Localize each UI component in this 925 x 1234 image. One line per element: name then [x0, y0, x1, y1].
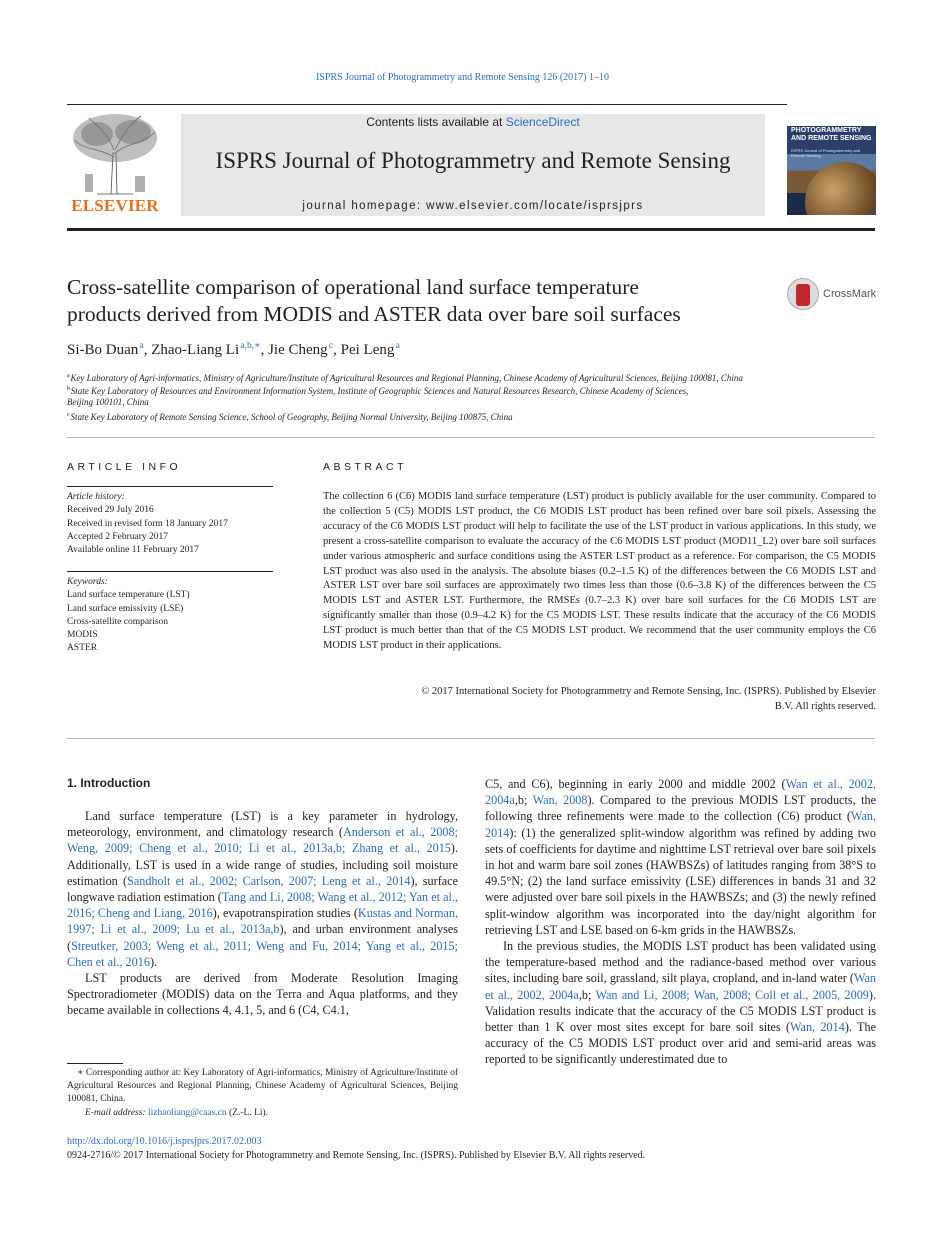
- copyright-line: © 2017 International Society for Photogrammetry and Remote Sensing, Inc. (ISPRS). Published by Elsevier: [421, 686, 876, 697]
- paragraph-text: ), evapotranspiration studies (: [212, 906, 358, 921]
- author-name: Jie Cheng: [268, 342, 328, 358]
- author-separator: ,: [260, 342, 269, 358]
- crossmark-badge[interactable]: [787, 278, 882, 312]
- footnote-rule: [67, 1063, 123, 1064]
- section-heading: 1. Introduction: [67, 776, 151, 790]
- cover-title: PHOTOGRAMMETRY AND REMOTE SENSING: [791, 127, 872, 142]
- affiliation-text: Key Laboratory of Agri-informatics, Ministry of Agriculture/Institute of Agricultural Resources and Regional Planning, Chinese Academy of Agricultural Sciences, Beijing 100081, China: [70, 373, 743, 383]
- paragraph-text: ): (1) the generalized split-window algorithm was refined by adding two sets of coefficients for daytime and nighttime LST retrieval over bare soil pixels in hot and warm bare soil zones (HAWBSZs) of latitudes ranging from 38°S to 49.5°N; (2) the land surface emissivity (LSE) differences in bands 31 and 32 were adjusted over bare soil pixels in the HAWBSZs; and (3) the newly refined split-window algorithm was incorporated into the day/night algorithm for retrieving LST and LSE based on 6-km grids in the HAWBSZs.: [485, 825, 876, 937]
- keyword: MODIS: [67, 630, 98, 641]
- divider: [67, 571, 273, 572]
- citation-link[interactable]: Kustas and Norman, 1997; Li et al., 2009; Lu et al., 2013a,b: [67, 906, 458, 937]
- right-column: [485, 776, 876, 1068]
- contents-prefix: Contents lists available at: [366, 115, 506, 129]
- citation-link[interactable]: Streutker, 2003; Weng et al., 2011; Weng and Fu, 2014; Yang et al., 2015; Chen et al., 2016: [67, 938, 458, 969]
- keyword: Land surface emissivity (LSE): [67, 603, 184, 614]
- keyword: ASTER: [67, 643, 98, 654]
- email-link[interactable]: lizhaoliang@caas.cn: [147, 1107, 227, 1118]
- email-label: E-mail address:: [85, 1107, 148, 1118]
- citation-link[interactable]: Tang and Li, 2008; Wang et al., 2012; Yan et al., 2016; Cheng and Liang, 2016: [67, 890, 459, 921]
- paragraph-text: ,b;: [514, 793, 533, 808]
- affiliation: [67, 409, 887, 424]
- paragraph: [485, 938, 876, 1068]
- paragraph-text: ), and urban environment analyses (: [67, 922, 458, 953]
- divider: [67, 486, 273, 487]
- cover-globe-icon: [805, 162, 876, 215]
- email-note: [67, 1107, 458, 1120]
- author-affiliation-mark[interactable]: a: [395, 341, 400, 351]
- paragraph-text: C5, and C6), beginning in early 2000 and middle 2002 (: [485, 777, 786, 791]
- history-label: Article history:: [67, 492, 125, 502]
- citation-link[interactable]: Anderson et al., 2008; Weng, 2009; Cheng et al., 2010; Li et al., 2013a,b; Zhang et al., 2015: [67, 825, 458, 856]
- header-top-rule: [67, 104, 875, 105]
- keywords-label: Keywords:: [67, 577, 108, 587]
- keyword: Cross-satellite comparison: [67, 616, 169, 627]
- keywords: [67, 576, 277, 656]
- paragraph-text: ). Validation results indicate that the accuracy of the C5 MODIS LST product is better than 1 K over most sites except for bare soil sites (: [485, 987, 877, 1035]
- citation-link[interactable]: Wan and Li, 2008; Wan, 2008; Coll et al., 2005, 2009: [595, 987, 869, 1002]
- keyword: Land surface temperature (LST): [67, 590, 190, 601]
- article-history: [67, 491, 277, 557]
- contents-line: [181, 115, 765, 129]
- divider: [67, 738, 875, 739]
- header-bottom-rule: [67, 228, 875, 231]
- citation-link[interactable]: Wan, 2014: [485, 809, 876, 840]
- divider: [67, 437, 875, 438]
- citation-link[interactable]: Sandholt et al., 2002; Carlson, 2007; Leng et al., 2014: [127, 873, 411, 888]
- affiliation-text: State Key Laboratory of Remote Sensing Science, School of Geography, Beijing Normal University, Beijing 100875, China: [70, 412, 513, 422]
- doi-link[interactable]: http://dx.doi.org/10.1016/j.isprsjprs.2017.02.003: [67, 1136, 262, 1147]
- crossmark-icon: [787, 278, 819, 310]
- crossmark-label: CrossMark: [823, 288, 877, 300]
- email-suffix: (Z.-L. Li).: [226, 1107, 269, 1118]
- abstract-copyright: [323, 685, 876, 715]
- author-affiliation-mark[interactable]: c: [328, 341, 334, 351]
- paragraph-text: ).: [149, 954, 158, 969]
- footnote: [67, 1067, 458, 1120]
- author-affiliation-mark[interactable]: a: [139, 341, 144, 351]
- citation-link[interactable]: Wan, 2008: [532, 793, 588, 808]
- author-name: Zhao-Liang Li: [151, 342, 240, 358]
- history-item: Available online 11 February 2017: [67, 545, 199, 556]
- issn-line: 0924-2716/© 2017 International Society for Photogrammetry and Remote Sensing, Inc. (ISPRS). Published by Elsevier B.V. All rights reserved.: [67, 1150, 646, 1161]
- paragraph: [485, 776, 876, 938]
- paragraph: [67, 808, 458, 970]
- paragraph-text: ). Additionally, LST is used in a wide range of studies, including soil moisture estimation (: [67, 841, 458, 888]
- abstract-text: The collection 6 (C6) MODIS land surface temperature (LST) product is publicly available for the user community. Compared to the collection 5 (C5) MODIS LST product, the C6 MODIS LST product has been refined over bare soil pixels. Assessing the accuracy of the C6 MODIS LST product will help to facilitate the use of the LST product in various applications. In this study, we present a cross-satellite comparison to evaluate the accuracy of the C6 MODIS LST product (MOD11_L2) over bare soil surfaces under various atmospheric and surface conditions using the ASTER LST product as a reference. For comparison, the C5 MODIS LST product was also used in the analysis. The absolute biases (0.2–1.5 K) of the differences between the C6 MODIS LST and ASTER LST over bare soil surfaces are approximately two times less than those (0.6–3.8 K) of the differences between the C5 MODIS LST and ASTER LST. Furthermore, the RMSEs (0.7–2.3 K) over bare soil surfaces for the C6 MODIS LST are significantly smaller than those (0.9–4.2 K) for the C5 MODIS LST. These results indicate that the accuracy of the C6 MODIS LST product is much better than that of the C5 MODIS LST product. We recommend that the user community employs the C6 MODIS LST product in their applications.: [323, 491, 876, 652]
- history-item: Accepted 2 February 2017: [67, 531, 169, 542]
- affiliation-text: State Key Laboratory of Resources and Environment Information System, Institute of Geographic Sciences and Natural Resources Research, Chinese Academy of Sciences,: [70, 386, 689, 396]
- affiliation-text: Beijing 100101, China: [67, 397, 149, 407]
- author-name: Pei Leng: [340, 342, 395, 358]
- affiliation-mark: b: [67, 386, 70, 392]
- author-list: [67, 340, 400, 359]
- citation-link[interactable]: Wan et al., 2002, 2004a: [485, 971, 876, 1002]
- title-line: products derived from MODIS and ASTER data over bare soil surfaces: [67, 302, 681, 326]
- citation-link[interactable]: Wan et al., 2002, 2004a: [485, 777, 876, 808]
- history-item: Received 29 July 2016: [67, 505, 154, 516]
- copyright-line: B.V. All rights reserved.: [774, 700, 876, 712]
- running-head[interactable]: ISPRS Journal of Photogrammetry and Remote Sensing 126 (2017) 1–10: [315, 72, 610, 83]
- paragraph-text: Land surface temperature (LST) is a key parameter in hydrology, meteorology, environment, and climatology research (: [67, 809, 458, 840]
- paragraph-text: In the previous studies, the MODIS LST product has been validated using the temperature-based method and the radiance-based method over various sites, including bare soil, grassland, silt playa, cropland, and in-land water (: [485, 939, 876, 986]
- journal-cover-image: [787, 104, 876, 215]
- author-affiliation-mark[interactable]: a,b,∗: [240, 341, 261, 351]
- paragraph: LST products are derived from Moderate Resolution Imaging Spectroradiometer (MODIS) data on the Terra and Aqua platforms, and they became available in collections 4, 4.1, 5, and 6 (C4, C4.1,: [67, 971, 458, 1018]
- abstract-heading: ABSTRACT: [323, 461, 408, 473]
- author-separator: ,: [333, 342, 341, 358]
- journal-homepage[interactable]: journal homepage: www.elsevier.com/locate/isprsjprs: [302, 200, 644, 212]
- history-item: Received in revised form 18 January 2017: [67, 518, 228, 529]
- cover-subtitle: ISPRS Journal of Photogrammetry and Remote Sensing: [791, 148, 861, 158]
- affiliation-mark: c: [67, 412, 70, 418]
- affiliation: [67, 396, 887, 409]
- paragraph-text: ). The accuracy of the C5 MODIS LST product over arid and semi-arid areas was reported to be significantly underestimated due to: [485, 1020, 876, 1067]
- journal-banner: [181, 114, 765, 216]
- publisher-name: ELSEVIER: [71, 196, 159, 215]
- elsevier-tree-icon: [67, 112, 163, 196]
- elsevier-logo: [67, 112, 163, 216]
- paper-title: [67, 274, 767, 328]
- journal-title: ISPRS Journal of Photogrammetry and Remote Sensing: [215, 148, 731, 173]
- citation-link[interactable]: Wan, 2014: [790, 1020, 845, 1035]
- paragraph-text: ). Compared to the previous MODIS LST products, the following three refinements were made to the collection (C6) product (: [485, 793, 876, 824]
- left-column: [67, 808, 458, 1019]
- title-line: Cross-satellite comparison of operational land surface temperature: [67, 275, 639, 299]
- affiliation-mark: a: [67, 373, 70, 379]
- paragraph-text: ,b;: [578, 987, 596, 1002]
- sciencedirect-link[interactable]: ScienceDirect: [505, 115, 580, 129]
- author-name: Si-Bo Duan: [67, 342, 139, 358]
- paragraph-text: ), surface longwave radiation estimation (: [67, 873, 458, 905]
- corresponding-author-note: ∗ Corresponding author at: Key Laboratory of Agri-informatics, Ministry of Agriculture/Institute of Agricultural Resources and Regional Planning, Chinese Academy of Agricultural Sciences, Beijing 100081, China.: [67, 1068, 458, 1105]
- article-info-heading: ARTICLE INFO: [67, 461, 182, 473]
- author-separator: ,: [143, 342, 152, 358]
